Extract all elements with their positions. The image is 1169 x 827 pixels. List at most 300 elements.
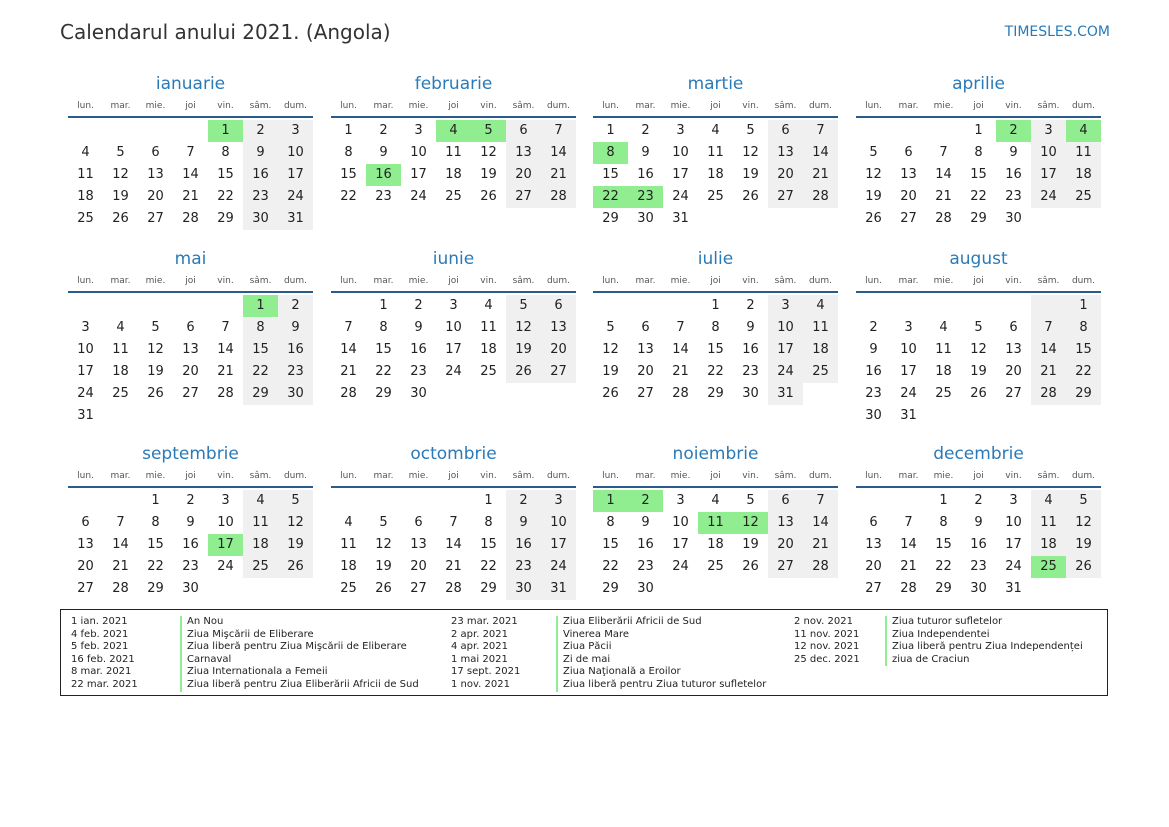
day-cell: 25	[445, 189, 462, 204]
day-cell: 23	[637, 559, 654, 574]
weekday-label: mar.	[373, 276, 394, 286]
day-cell: 10	[217, 515, 234, 530]
day-cell: 14	[935, 167, 952, 182]
day-cell: 22	[935, 559, 952, 574]
holiday-name: Ziua liberă pentru Ziua Eliberării Africii de Sud	[180, 679, 419, 692]
week-row	[68, 208, 313, 230]
week-row	[68, 317, 313, 339]
weekday-label: lun.	[602, 101, 619, 111]
empty-cell	[1066, 405, 1101, 427]
day-cell: 16	[637, 537, 654, 552]
day-cell: 2	[379, 123, 388, 138]
week-row	[593, 556, 838, 578]
weekday-label: lun.	[865, 471, 882, 481]
weekday-label: sâm.	[512, 471, 535, 481]
day-cell: 3	[676, 123, 685, 138]
day-cell: 5	[869, 145, 878, 160]
weekday-label: dum.	[283, 471, 308, 481]
empty-cell	[173, 405, 208, 427]
day-cell: 2	[869, 320, 878, 335]
day-cell: 13	[147, 167, 164, 182]
week-row	[331, 578, 576, 600]
day-cell: 20	[506, 164, 541, 186]
week-row	[856, 120, 1101, 142]
day-cell: 22	[602, 559, 619, 574]
week-row	[331, 120, 576, 142]
empty-cell	[506, 383, 541, 405]
day-cell: 7	[676, 320, 685, 335]
day-cell: 29	[375, 386, 392, 401]
empty-cell	[1031, 295, 1066, 317]
weekday-label: mie.	[670, 276, 691, 286]
day-cell: 31	[672, 211, 689, 226]
day-cell: 22	[375, 364, 392, 379]
day-cell: 21	[672, 364, 689, 379]
empty-cell	[891, 120, 926, 142]
day-cell: 22	[707, 364, 724, 379]
week-row	[856, 512, 1101, 534]
week-row	[331, 490, 576, 512]
weekday-header	[856, 468, 1101, 488]
holiday-date: 12 nov. 2021	[794, 641, 860, 653]
day-cell: 29	[1066, 383, 1101, 405]
day-cell: 30	[410, 386, 427, 401]
day-cell: 5	[506, 295, 541, 317]
day-cell: 7	[116, 515, 125, 530]
day-cell: 27	[77, 581, 94, 596]
empty-cell	[103, 405, 138, 427]
empty-cell	[138, 295, 173, 317]
day-cell: 28	[672, 386, 689, 401]
day-cell: 1	[1066, 295, 1101, 317]
week-row	[856, 339, 1101, 361]
weekday-label: mie.	[145, 471, 166, 481]
day-cell: 31	[900, 408, 917, 423]
day-cell: 12	[480, 145, 497, 160]
day-cell: 31	[278, 208, 313, 230]
day-cell: 11	[445, 145, 462, 160]
day-cell: 9	[243, 142, 278, 164]
weekday-label: mar.	[635, 276, 656, 286]
day-cell: 8	[1066, 317, 1101, 339]
day-cell: 19	[278, 534, 313, 556]
day-cell: 18	[112, 364, 129, 379]
day-cell: 31	[768, 383, 803, 405]
week-row	[331, 164, 576, 186]
day-cell: 15	[480, 537, 497, 552]
weekday-header	[593, 273, 838, 293]
day-cell: 14	[340, 342, 357, 357]
day-cell: 10	[77, 342, 94, 357]
day-cell: 28	[803, 186, 838, 208]
page-title: Calendarul anului 2021. (Angola)	[60, 20, 391, 44]
weekday-label: joi	[185, 101, 196, 111]
day-cell: 15	[707, 342, 724, 357]
day-cell: 9	[974, 515, 983, 530]
weekday-label: joi	[973, 471, 984, 481]
holiday-date: 5 feb. 2021	[71, 641, 129, 653]
day-cell: 12	[733, 512, 768, 534]
day-cell: 21	[182, 189, 199, 204]
day-cell: 17	[672, 167, 689, 182]
day-cell: 4	[344, 515, 353, 530]
day-cell: 27	[506, 186, 541, 208]
day-cell: 27	[865, 581, 882, 596]
day-cell: 3	[278, 120, 313, 142]
holiday-date: 1 ian. 2021	[71, 616, 128, 627]
day-cell: 22	[593, 186, 628, 208]
day-cell: 17	[541, 534, 576, 556]
weekday-label: mie.	[670, 101, 691, 111]
day-cell: 15	[970, 167, 987, 182]
week-row	[331, 556, 576, 578]
week-row	[593, 512, 838, 534]
week-row	[593, 208, 838, 230]
empty-cell	[1031, 405, 1066, 427]
day-cell: 15	[217, 167, 234, 182]
day-cell: 27	[768, 556, 803, 578]
holiday-date: 11 nov. 2021	[794, 628, 860, 640]
day-cell: 13	[506, 142, 541, 164]
day-cell: 28	[340, 386, 357, 401]
day-cell: 14	[803, 512, 838, 534]
day-cell: 12	[147, 342, 164, 357]
day-cell: 30	[742, 386, 759, 401]
empty-cell	[138, 405, 173, 427]
day-cell: 26	[742, 189, 759, 204]
weekday-label: vin.	[217, 276, 234, 286]
day-cell: 1	[593, 490, 628, 512]
day-cell: 26	[970, 386, 987, 401]
weekday-header	[856, 98, 1101, 118]
day-cell: 21	[112, 559, 129, 574]
day-cell: 24	[1005, 559, 1022, 574]
week-row	[331, 383, 576, 405]
day-cell: 20	[410, 559, 427, 574]
weekday-label: lun.	[340, 101, 357, 111]
holiday-date: 17 sept. 2021	[451, 666, 521, 678]
day-cell: 13	[541, 317, 576, 339]
week-row	[68, 295, 313, 317]
empty-cell	[243, 578, 278, 600]
day-cell: 18	[1031, 534, 1066, 556]
day-cell: 15	[375, 342, 392, 357]
weekday-label: vin.	[480, 101, 497, 111]
day-cell: 17	[672, 537, 689, 552]
day-cell: 6	[186, 320, 195, 335]
day-cell: 21	[803, 164, 838, 186]
day-cell: 4	[436, 120, 471, 142]
day-cell: 5	[151, 320, 160, 335]
empty-cell	[891, 295, 926, 317]
day-cell: 11	[243, 512, 278, 534]
day-cell: 27	[900, 211, 917, 226]
week-row	[331, 295, 576, 317]
day-cell: 5	[746, 493, 755, 508]
day-cell: 16	[278, 339, 313, 361]
day-cell: 3	[541, 490, 576, 512]
day-cell: 2	[414, 298, 423, 313]
week-row	[68, 556, 313, 578]
empty-cell	[961, 405, 996, 427]
weekday-label: dum.	[546, 101, 571, 111]
day-cell: 19	[375, 559, 392, 574]
weekday-label: dum.	[808, 276, 833, 286]
day-cell: 1	[344, 123, 353, 138]
day-cell: 9	[186, 515, 195, 530]
week-row	[593, 339, 838, 361]
empty-cell	[628, 295, 663, 317]
day-cell: 14	[541, 142, 576, 164]
day-cell: 26	[506, 361, 541, 383]
month-name: martie	[687, 74, 744, 94]
day-cell: 7	[803, 490, 838, 512]
weekday-label: vin.	[1005, 101, 1022, 111]
day-cell: 26	[375, 581, 392, 596]
day-cell: 22	[217, 189, 234, 204]
holiday-name: Ziua liberă pentru Ziua tuturor sufletelor	[556, 679, 766, 692]
weekday-label: dum.	[546, 471, 571, 481]
day-cell: 2	[641, 123, 650, 138]
day-cell: 27	[410, 581, 427, 596]
day-cell: 29	[147, 581, 164, 596]
day-cell: 19	[480, 167, 497, 182]
holiday-date: 25 dec. 2021	[794, 653, 860, 665]
week-row	[856, 164, 1101, 186]
empty-cell	[138, 120, 173, 142]
weekday-label: dum.	[283, 276, 308, 286]
day-cell: 9	[869, 342, 878, 357]
day-cell: 21	[217, 364, 234, 379]
day-cell: 18	[243, 534, 278, 556]
day-cell: 24	[672, 189, 689, 204]
day-cell: 8	[974, 145, 983, 160]
day-cell: 24	[541, 556, 576, 578]
day-cell: 30	[637, 211, 654, 226]
empty-cell	[698, 578, 733, 600]
day-cell: 16	[742, 342, 759, 357]
day-cell: 23	[410, 364, 427, 379]
day-cell: 3	[449, 298, 458, 313]
day-cell: 16	[637, 167, 654, 182]
day-cell: 12	[112, 167, 129, 182]
holiday-name: Ziua liberă pentru Ziua Mişcării de Eliberare	[180, 641, 419, 654]
weekday-label: vin.	[1005, 276, 1022, 286]
month-iulie	[593, 249, 838, 405]
day-cell: 3	[904, 320, 913, 335]
day-cell: 20	[147, 189, 164, 204]
holiday-date: 4 apr. 2021	[451, 641, 509, 653]
day-cell: 9	[414, 320, 423, 335]
empty-cell	[436, 490, 471, 512]
day-cell: 7	[904, 515, 913, 530]
holiday-name: Ziua Internationala a Femeii	[180, 666, 419, 679]
day-cell: 11	[1031, 512, 1066, 534]
day-cell: 29	[243, 383, 278, 405]
day-cell: 14	[900, 537, 917, 552]
day-cell: 19	[506, 339, 541, 361]
site-link[interactable]: TIMESLES.COM	[1004, 24, 1110, 40]
weekday-header	[68, 98, 313, 118]
day-cell: 25	[340, 581, 357, 596]
day-cell: 23	[506, 556, 541, 578]
day-cell: 9	[1009, 145, 1018, 160]
weekday-header	[68, 273, 313, 293]
weekday-label: mar.	[110, 101, 131, 111]
weekday-label: lun.	[865, 101, 882, 111]
empty-cell	[243, 405, 278, 427]
month-name: septembrie	[142, 444, 239, 464]
day-cell: 6	[1009, 320, 1018, 335]
day-cell: 21	[445, 559, 462, 574]
weekday-label: sâm.	[774, 276, 797, 286]
day-cell: 14	[1031, 339, 1066, 361]
day-cell: 8	[711, 320, 720, 335]
day-cell: 16	[243, 164, 278, 186]
weekday-label: joi	[710, 276, 721, 286]
month-februarie	[331, 74, 576, 208]
day-cell: 23	[243, 186, 278, 208]
day-cell: 2	[628, 490, 663, 512]
day-cell: 13	[768, 512, 803, 534]
weekday-label: vin.	[217, 101, 234, 111]
week-row	[856, 295, 1101, 317]
day-cell: 23	[278, 361, 313, 383]
empty-cell	[926, 120, 961, 142]
week-row	[856, 186, 1101, 208]
day-cell: 9	[641, 515, 650, 530]
holiday-name: Zi de mai	[556, 654, 766, 667]
empty-cell	[733, 208, 768, 230]
day-cell: 25	[112, 386, 129, 401]
weekday-label: dum.	[808, 471, 833, 481]
week-row	[593, 164, 838, 186]
month-name: februarie	[414, 74, 493, 94]
weekday-label: vin.	[217, 471, 234, 481]
empty-cell	[1066, 208, 1101, 230]
week-row	[856, 556, 1101, 578]
week-row	[68, 339, 313, 361]
holiday-name: Ziua liberă pentru Ziua Independenței	[885, 641, 1083, 654]
day-cell: 25	[1031, 556, 1066, 578]
day-cell: 13	[77, 537, 94, 552]
day-cell: 14	[672, 342, 689, 357]
day-cell: 23	[182, 559, 199, 574]
month-aprilie	[856, 74, 1101, 230]
month-name: decembrie	[933, 444, 1024, 464]
day-cell: 12	[278, 512, 313, 534]
empty-cell	[803, 208, 838, 230]
day-cell: 10	[541, 512, 576, 534]
empty-cell	[173, 120, 208, 142]
weekday-label: joi	[973, 101, 984, 111]
week-row	[593, 534, 838, 556]
day-cell: 15	[935, 537, 952, 552]
empty-cell	[366, 490, 401, 512]
day-cell: 5	[746, 123, 755, 138]
day-cell: 27	[768, 186, 803, 208]
day-cell: 23	[865, 386, 882, 401]
day-cell: 10	[900, 342, 917, 357]
day-cell: 9	[641, 145, 650, 160]
weekday-label: mar.	[110, 276, 131, 286]
day-cell: 8	[939, 515, 948, 530]
day-cell: 5	[1066, 490, 1101, 512]
day-cell: 20	[865, 559, 882, 574]
month-ianuarie	[68, 74, 313, 230]
day-cell: 17	[410, 167, 427, 182]
day-cell: 4	[711, 493, 720, 508]
day-cell: 9	[278, 317, 313, 339]
month-name: noiembrie	[672, 444, 759, 464]
day-cell: 18	[445, 167, 462, 182]
day-cell: 14	[182, 167, 199, 182]
weekday-header	[68, 468, 313, 488]
day-cell: 28	[112, 581, 129, 596]
empty-cell	[331, 490, 366, 512]
day-cell: 9	[506, 512, 541, 534]
day-cell: 6	[414, 515, 423, 530]
day-cell: 7	[449, 515, 458, 530]
day-cell: 21	[900, 559, 917, 574]
day-cell: 1	[379, 298, 388, 313]
day-cell: 14	[217, 342, 234, 357]
day-cell: 21	[1031, 361, 1066, 383]
day-cell: 13	[768, 142, 803, 164]
day-cell: 13	[637, 342, 654, 357]
weekday-label: lun.	[340, 471, 357, 481]
weekday-label: dum.	[283, 101, 308, 111]
weekday-label: mie.	[933, 471, 954, 481]
week-row	[331, 512, 576, 534]
day-cell: 1	[711, 298, 720, 313]
holiday-name: Vinerea Mare	[556, 629, 766, 642]
day-cell: 2	[996, 120, 1031, 142]
week-row	[593, 295, 838, 317]
day-cell: 13	[1005, 342, 1022, 357]
day-cell: 16	[506, 534, 541, 556]
weekday-label: mar.	[635, 471, 656, 481]
weekday-label: dum.	[1071, 471, 1096, 481]
week-row	[68, 512, 313, 534]
weekday-label: joi	[185, 471, 196, 481]
day-cell: 14	[112, 537, 129, 552]
day-cell: 29	[217, 211, 234, 226]
week-row	[593, 490, 838, 512]
day-cell: 21	[541, 164, 576, 186]
day-cell: 1	[606, 123, 615, 138]
empty-cell	[856, 490, 891, 512]
day-cell: 10	[410, 145, 427, 160]
day-cell: 28	[541, 186, 576, 208]
empty-cell	[803, 383, 838, 405]
day-cell: 17	[278, 164, 313, 186]
day-cell: 3	[221, 493, 230, 508]
holiday-name: ziua de Craciun	[885, 654, 1083, 667]
month-septembrie	[68, 444, 313, 600]
empty-cell	[663, 578, 698, 600]
day-cell: 5	[116, 145, 125, 160]
weekday-label: joi	[448, 471, 459, 481]
holiday-name: Ziua tuturor sufletelor	[885, 616, 1083, 629]
day-cell: 4	[1031, 490, 1066, 512]
day-cell: 4	[1066, 120, 1101, 142]
day-cell: 24	[217, 559, 234, 574]
day-cell: 17	[208, 534, 243, 556]
week-row	[68, 405, 313, 427]
holiday-name: Ziua Păcii	[556, 641, 766, 654]
weekday-label: sâm.	[774, 101, 797, 111]
